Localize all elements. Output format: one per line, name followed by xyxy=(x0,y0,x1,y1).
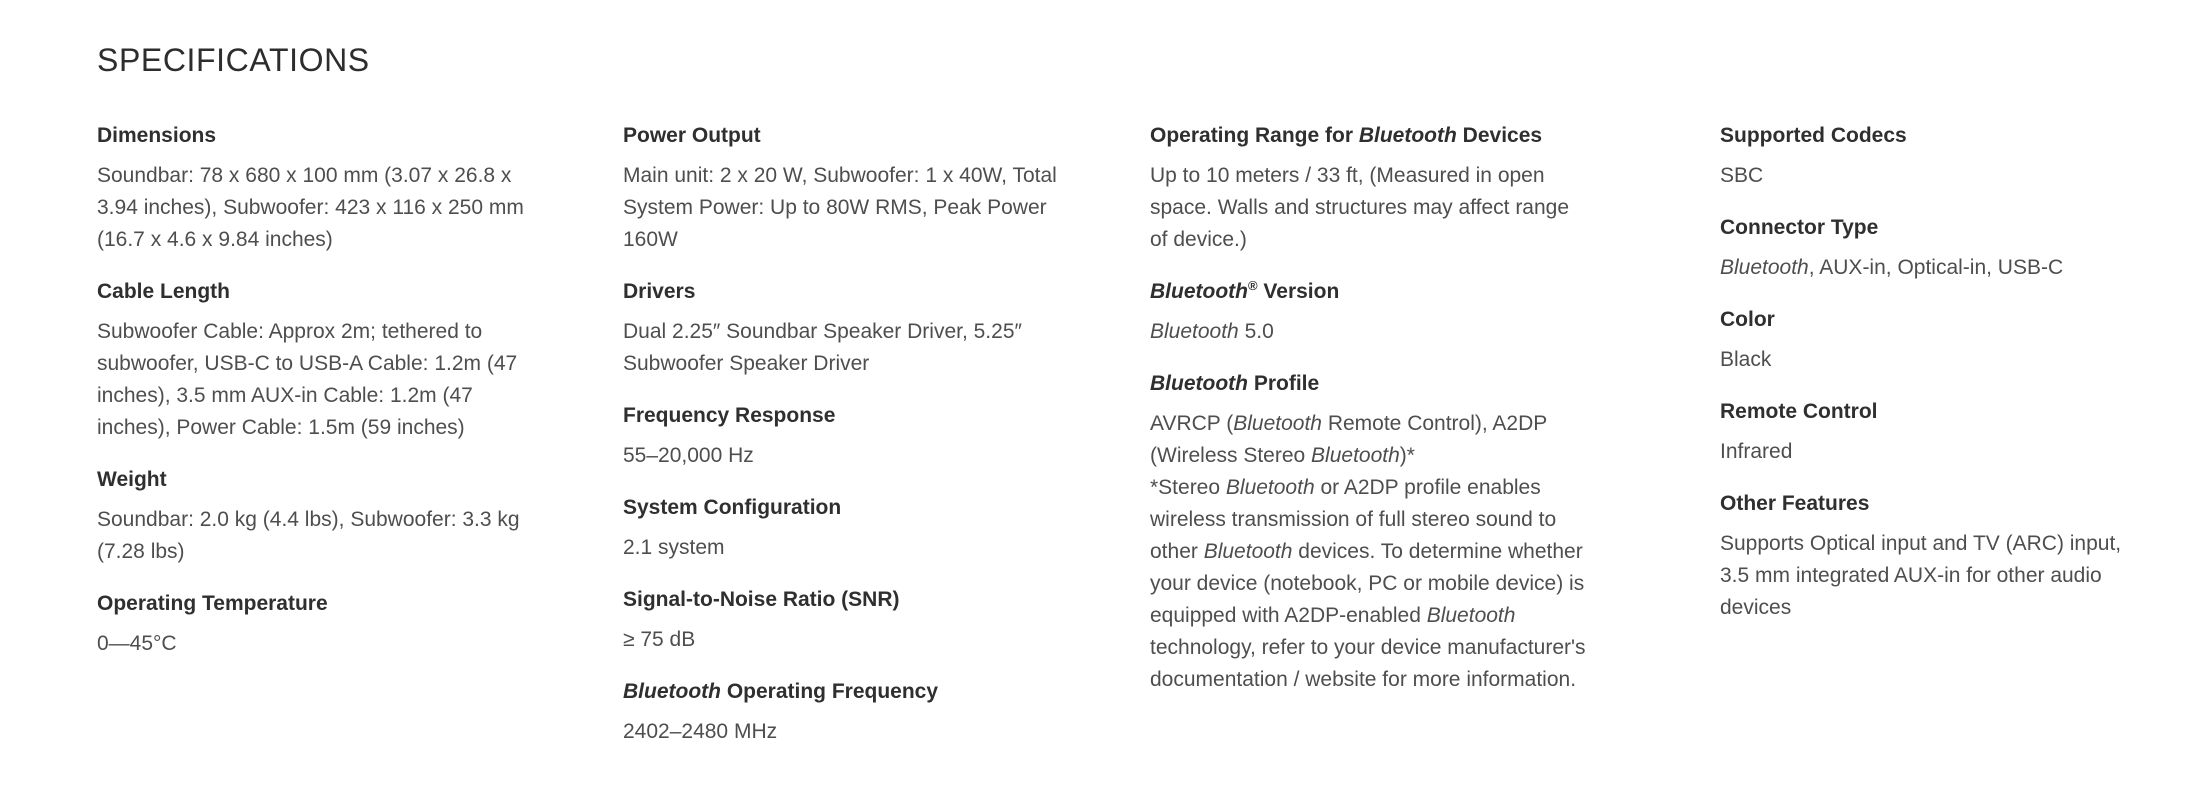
other-features-heading: Other Features xyxy=(1720,492,1870,515)
spec-block-power-output xyxy=(623,122,1063,256)
spec-block-cable-length xyxy=(97,278,533,444)
supported-codecs-heading: Supported Codecs xyxy=(1720,124,1907,147)
bluetooth-profile-heading: Bluetooth Profile xyxy=(1150,372,1320,395)
system-configuration-value: 2.1 system xyxy=(623,536,725,559)
weight-value: Soundbar: 2.0 kg (4.4 lbs), Subwoofer: 3.3 kg (7.28 lbs) xyxy=(97,508,520,563)
power-output-value: Main unit: 2 x 20 W, Subwoofer: 1 x 40W, Total System Power: Up to 80W RMS, Peak Power 160W xyxy=(623,164,1057,251)
dimensions-value: Soundbar: 78 x 680 x 100 mm (3.07 x 26.8 x 3.94 inches), Subwoofer: 423 x 116 x 250 mm (16.7 x 4.6 x 9.84 inches) xyxy=(97,164,524,251)
bluetooth-operating-frequency-heading: Bluetooth Operating Frequency xyxy=(623,680,939,703)
spec-block-connector-type xyxy=(1720,214,2128,284)
connector-type-heading: Connector Type xyxy=(1720,216,1879,239)
spec-block-weight xyxy=(97,466,533,568)
spec-block-system-configuration xyxy=(623,494,1063,564)
spec-block-color xyxy=(1720,306,2128,376)
spec-block-bluetooth-version xyxy=(1150,278,1586,348)
spec-block-bluetooth-profile xyxy=(1150,370,1586,696)
spec-block-drivers xyxy=(623,278,1063,380)
drivers-heading: Drivers xyxy=(623,280,696,303)
spec-block-supported-codecs xyxy=(1720,122,2128,192)
remote-control-value: Infrared xyxy=(1720,440,1793,463)
spec-column-1 xyxy=(97,100,533,660)
spec-block-frequency-response xyxy=(623,402,1063,472)
spec-column-4 xyxy=(1720,100,2128,624)
frequency-response-value: 55–20,000 Hz xyxy=(623,444,754,467)
color-heading: Color xyxy=(1720,308,1775,331)
system-configuration-heading: System Configuration xyxy=(623,496,842,519)
cable-length-heading: Cable Length xyxy=(97,280,231,303)
spec-block-remote-control xyxy=(1720,398,2128,468)
drivers-value: Dual 2.25″ Soundbar Speaker Driver, 5.25″ Subwoofer Speaker Driver xyxy=(623,320,1022,375)
weight-heading: Weight xyxy=(97,468,167,491)
spec-block-operating-range xyxy=(1150,122,1586,256)
other-features-value: Supports Optical input and TV (ARC) input, 3.5 mm integrated AUX-in for other audio devices xyxy=(1720,532,2122,619)
bluetooth-version-value: Bluetooth 5.0 xyxy=(1150,320,1274,343)
dimensions-heading: Dimensions xyxy=(97,124,217,147)
supported-codecs-value: SBC xyxy=(1720,164,1764,187)
color-value: Black xyxy=(1720,348,1772,371)
operating-temperature-heading: Operating Temperature xyxy=(97,592,328,615)
signal-to-noise-ratio-value: ≥ 75 dB xyxy=(623,628,696,651)
bluetooth-operating-frequency-value: 2402–2480 MHz xyxy=(623,720,778,743)
spec-block-other-features xyxy=(1720,490,2128,624)
power-output-heading: Power Output xyxy=(623,124,761,147)
page-title: SPECIFICATIONS xyxy=(97,42,370,78)
connector-type-value: Bluetooth, AUX-in, Optical-in, USB-C xyxy=(1720,256,2064,279)
operating-temperature-value: 0—45°C xyxy=(97,632,177,655)
spec-column-3 xyxy=(1150,100,1586,696)
spec-block-dimensions xyxy=(97,122,533,256)
operating-range-heading: Operating Range for Bluetooth Devices xyxy=(1150,124,1543,147)
spec-block-signal-to-noise-ratio xyxy=(623,586,1063,656)
spec-block-bluetooth-operating-frequency xyxy=(623,678,1063,748)
spec-block-operating-temperature xyxy=(97,590,533,660)
cable-length-value: Subwoofer Cable: Approx 2m; tethered to subwoofer, USB-C to USB-A Cable: 1.2m (47 inches), 3.5 mm AUX-in Cable: 1.2m (47 inches), Power Cable: 1.5m (59 inches) xyxy=(97,320,518,439)
remote-control-heading: Remote Control xyxy=(1720,400,1878,423)
spec-column-2 xyxy=(623,100,1063,748)
bluetooth-version-heading: Bluetooth® Version xyxy=(1150,278,1340,303)
bluetooth-profile-value: AVRCP (Bluetooth Remote Control), A2DP (Wireless Stereo Bluetooth)* *Stereo Bluetooth or A2DP profile enables wireless transmission of full stereo sound to other Bluetooth devices. To determine whether your device (notebook, PC or mobile device) is equipped with A2DP-enabled Bluetooth technology, refer to your device manufacturer's documentation / website for more information. xyxy=(1150,412,1586,691)
frequency-response-heading: Frequency Response xyxy=(623,404,836,427)
operating-range-value: Up to 10 meters / 33 ft, (Measured in open space. Walls and structures may affect range of device.) xyxy=(1150,164,1570,251)
spec-columns xyxy=(97,100,2200,748)
signal-to-noise-ratio-heading: Signal-to-Noise Ratio (SNR) xyxy=(623,588,900,611)
